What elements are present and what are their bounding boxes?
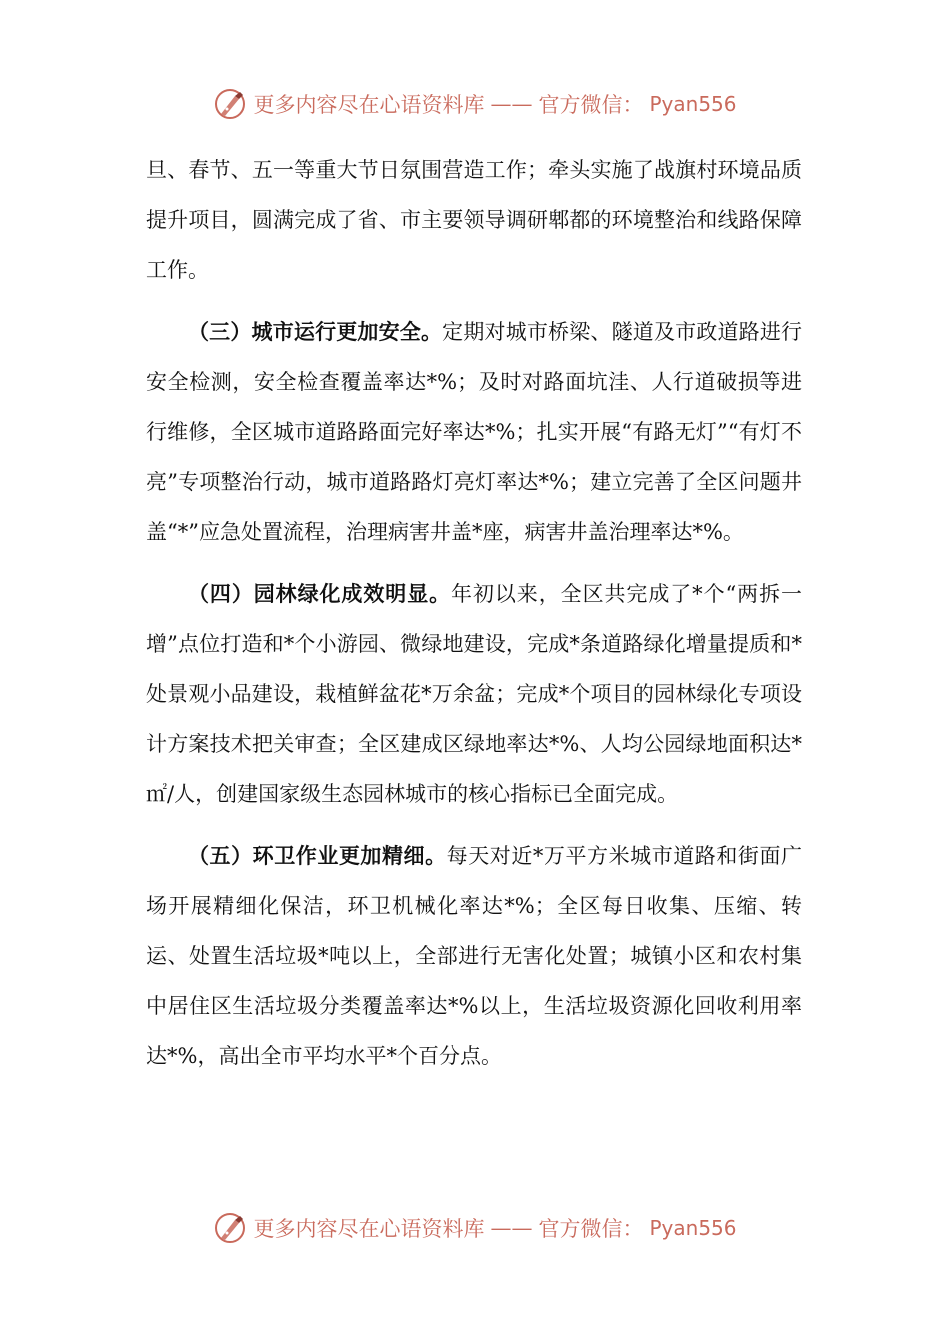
paragraph-continuation bbox=[146, 145, 802, 295]
banner-handle: Pyan556 bbox=[649, 1216, 737, 1240]
pen-nib-logo-icon bbox=[213, 1211, 247, 1245]
banner-suffix-label: 官方微信： bbox=[538, 93, 644, 117]
banner-text: 更多内容尽在心语资料库 bbox=[253, 93, 485, 117]
section-heading: （三）城市运行更加安全。 bbox=[188, 320, 443, 344]
paragraph-body: 每天对近*万平方米城市道路和街面广场开展精细化保洁，环卫机械化率达*%；全区每日收集、压缩、转运、处置生活垃圾*吨以上，全部进行无害化处置；城镇小区和农村集中居住区生活垃圾分类覆盖率达*%以上，生活垃圾资源化回收利用率达*%，高出全市平均水平*个百分点。 bbox=[146, 844, 803, 1068]
paragraph-body: 年初以来，全区共完成了*个“两拆一增”点位打造和*个小游园、微绿地建设，完成*条道路绿化增量提质和*处景观小品建设，栽植鲜盆花*万余盆；完成*个项目的园林绿化专项设计方案技术把关审查；全区建成区绿地率达*%、人均公园绿地面积达*㎡/人，创建国家级生态园林城市的核心指标已全面完成。 bbox=[146, 582, 802, 806]
section-heading: （五）环卫作业更加精细。 bbox=[188, 844, 447, 868]
header-watermark-banner bbox=[0, 84, 950, 124]
paragraph-body: 定期对城市桥梁、隧道及市政道路进行安全检测，安全检查覆盖率达*%；及时对路面坑洼、人行道破损等进行维修，全区城市道路路面完好率达*%；扎实开展“有路无灯”“有灯不亮”专项整治行动，城市道路路灯亮灯率达*%；建立完善了全区问题井盖“*”应急处置流程，治理病害井盖*座，病害井盖治理率达*%。 bbox=[146, 320, 803, 544]
paragraph-greening bbox=[146, 569, 802, 819]
paragraph-city-operation bbox=[146, 307, 802, 557]
document-body bbox=[146, 145, 802, 1081]
paragraph-sanitation bbox=[146, 831, 802, 1081]
footer-watermark-banner bbox=[0, 1208, 950, 1248]
banner-handle: Pyan556 bbox=[649, 92, 737, 116]
banner-suffix-label: 官方微信： bbox=[538, 1217, 644, 1241]
banner-text: 更多内容尽在心语资料库 bbox=[253, 1217, 485, 1241]
paragraph-body: 旦、春节、五一等重大节日氛围营造工作；牵头实施了战旗村环境品质提升项目，圆满完成了省、市主要领导调研郫都的环境整治和线路保障工作。 bbox=[146, 158, 802, 282]
section-heading: （四）园林绿化成效明显。 bbox=[188, 582, 452, 606]
banner-separator: —— bbox=[490, 1216, 533, 1240]
banner-separator: —— bbox=[490, 92, 533, 116]
pen-nib-logo-icon bbox=[213, 87, 247, 121]
